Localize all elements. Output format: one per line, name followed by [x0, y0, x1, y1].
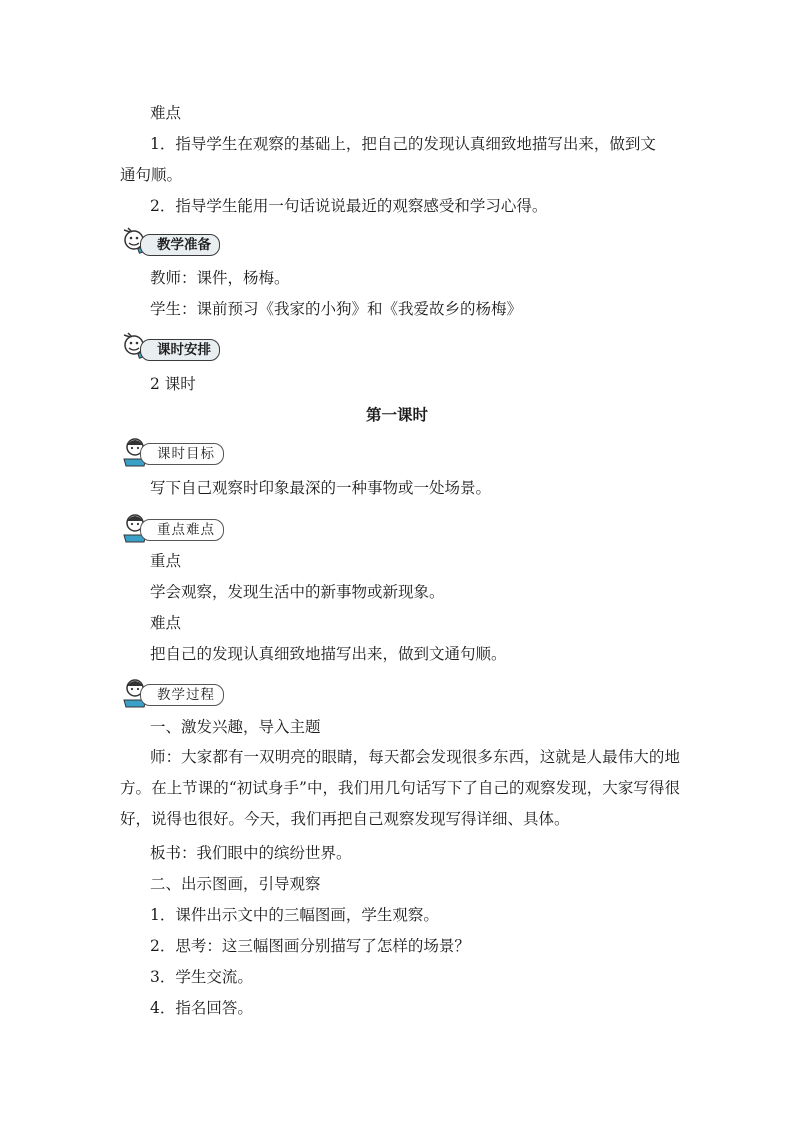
prep-student: 学生：课前预习《我家的小狗》和《我爱故乡的杨梅》 [150, 300, 523, 318]
section-title: 课时安排 [140, 339, 220, 361]
step-2-item-1: 1．课件出示文中的三幅图画，学生观察。 [150, 906, 439, 924]
section-title: 课时目标 [140, 443, 224, 465]
section-title: 教学过程 [140, 684, 224, 706]
section-banner-process [120, 676, 230, 706]
section-banner-schedule [120, 331, 230, 361]
teacher-talk-paragraph: 师：大家都有一双明亮的眼睛，每天都会发现很多东西，这就是人最伟大的地方。在上节课的“初试身手”中，我们用几句话写下了自己的观察发现，大家写得很好，说得也很好。今天，我们再把自己观察发现写得详细、具体。 [120, 748, 680, 828]
board-writing: 板书：我们眼中的缤纷世界。 [150, 844, 352, 862]
section-title: 教学准备 [140, 234, 220, 256]
step-1-heading: 一、激发兴趣，导入主题 [150, 718, 321, 736]
section-banner-key [120, 511, 230, 541]
goal-text: 写下自己观察时印象最深的一种事物或一处场景。 [150, 479, 492, 497]
difficulty-text-2: 把自己的发现认真细致地描写出来，做到文通句顺。 [150, 645, 507, 663]
key-point-label: 重点 [150, 552, 182, 570]
objective-item-1-cont: 通句顺。 [120, 166, 183, 184]
section-banner-goals [120, 435, 230, 465]
schedule-hours: 2 课时 [150, 375, 196, 393]
prep-teacher: 教师：课件，杨梅。 [150, 269, 290, 287]
lesson-title: 第一课时 [365, 406, 428, 424]
difficulty-label: 难点 [150, 104, 182, 122]
difficulty-label-2: 难点 [150, 614, 182, 632]
step-2-heading: 二、出示图画，引导观察 [150, 875, 321, 893]
objective-item-1: 1．指导学生在观察的基础上，把自己的发现认真细致地描写出来，做到文 [150, 135, 656, 153]
section-title: 重点难点 [140, 519, 224, 541]
step-2-item-3: 3．学生交流。 [150, 968, 253, 986]
step-2-item-2: 2．思考：这三幅图画分别描写了怎样的场景？ [150, 937, 470, 955]
objective-item-2: 2．指导学生能用一句话说说最近的观察感受和学习心得。 [150, 197, 548, 215]
step-2-item-4: 4．指名回答。 [150, 999, 253, 1017]
section-banner-prep [120, 226, 230, 256]
key-point-text: 学会观察，发现生活中的新事物或新现象。 [150, 583, 445, 601]
